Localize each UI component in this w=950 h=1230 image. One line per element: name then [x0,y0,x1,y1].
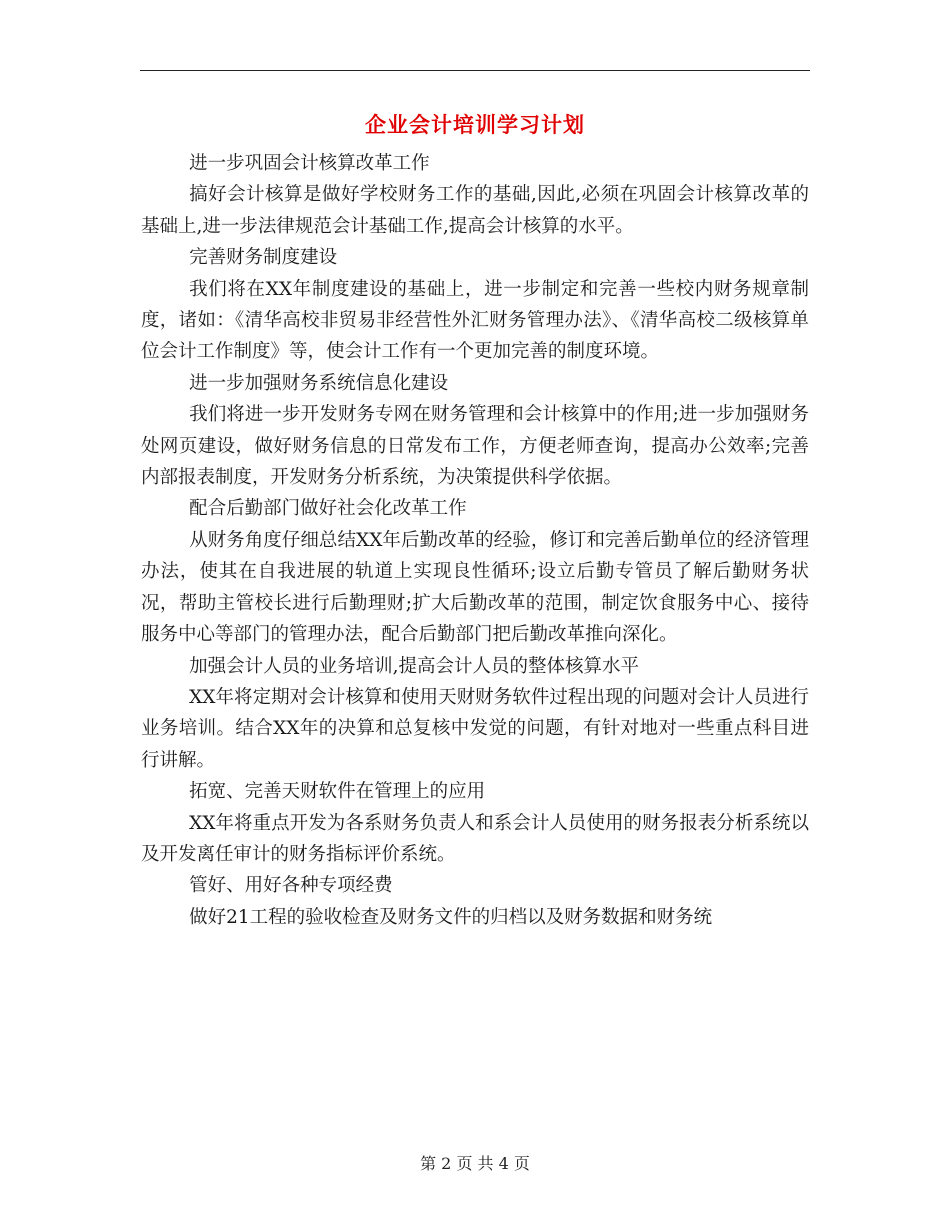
body-paragraph: 搞好会计核算是做好学校财务工作的基础,因此,必须在巩固会计核算改革的基础上,进一步法律规范会计基础工作,提高会计核算的水平。 [141,184,809,237]
document-title: 企业会计培训学习计划 [365,113,585,137]
body-paragraph: 我们将在XX年制度建设的基础上，进一步制定和完善一些校内财务规章制度，诸如：《清华高校非贸易非经营性外汇财务管理办法》、《清华高校二级核算单位会计工作制度》等，使会计工作有一个更加完善的制度环境。 [141,278,809,363]
section-heading: 配合后勤部门做好社会化改革工作 [189,498,467,520]
document-body [141,148,809,933]
section-heading: 加强会计人员的业务培训,提高会计人员的整体核算水平 [189,655,639,677]
section-heading: 进一步巩固会计核算改革工作 [189,153,430,174]
body-paragraph: 我们将进一步开发财务专网在财务管理和会计核算中的作用;进一步加强财务处网页建设，做好财务信息的日常发布工作，方便老师查询，提高办公效率;完善内部报表制度，开发财务分析系统，为决策提供科学依据。 [141,404,809,489]
body-paragraph: XX年将定期对会计核算和使用天财财务软件过程出现的问题对会计人员进行业务培训。结合XX年的决算和总复核中发觉的问题，有针对地对一些重点科目进行讲解。 [141,686,809,771]
body-paragraph: XX年将重点开发为各系财务负责人和系会计人员使用的财务报表分析系统以及开发离任审计的财务指标评价系统。 [141,812,809,865]
section-heading: 进一步加强财务系统信息化建设 [189,372,449,394]
page-number: 第 2 页 共 4 页 [420,1154,530,1173]
section-heading: 拓宽、完善天财软件在管理上的应用 [189,781,486,803]
header-rule [140,70,810,71]
section-heading: 管好、用好各种专项经费 [189,875,393,897]
body-paragraph: 做好21工程的验收检查及财务文件的归档以及财务数据和财务统 [189,906,713,928]
body-paragraph: 从财务角度仔细总结XX年后勤改革的经验，修订和完善后勤单位的经济管理办法，使其在自我进展的轨道上实现良性循环;设立后勤专管员了解后勤财务状况，帮助主管校长进行后勤理财;扩大后勤改革的范围，制定饮食服务中心、接待服务中心等部门的管理办法，配合后勤部门把后勤改革推向深化。 [141,529,809,646]
section-heading: 完善财务制度建设 [189,247,338,269]
